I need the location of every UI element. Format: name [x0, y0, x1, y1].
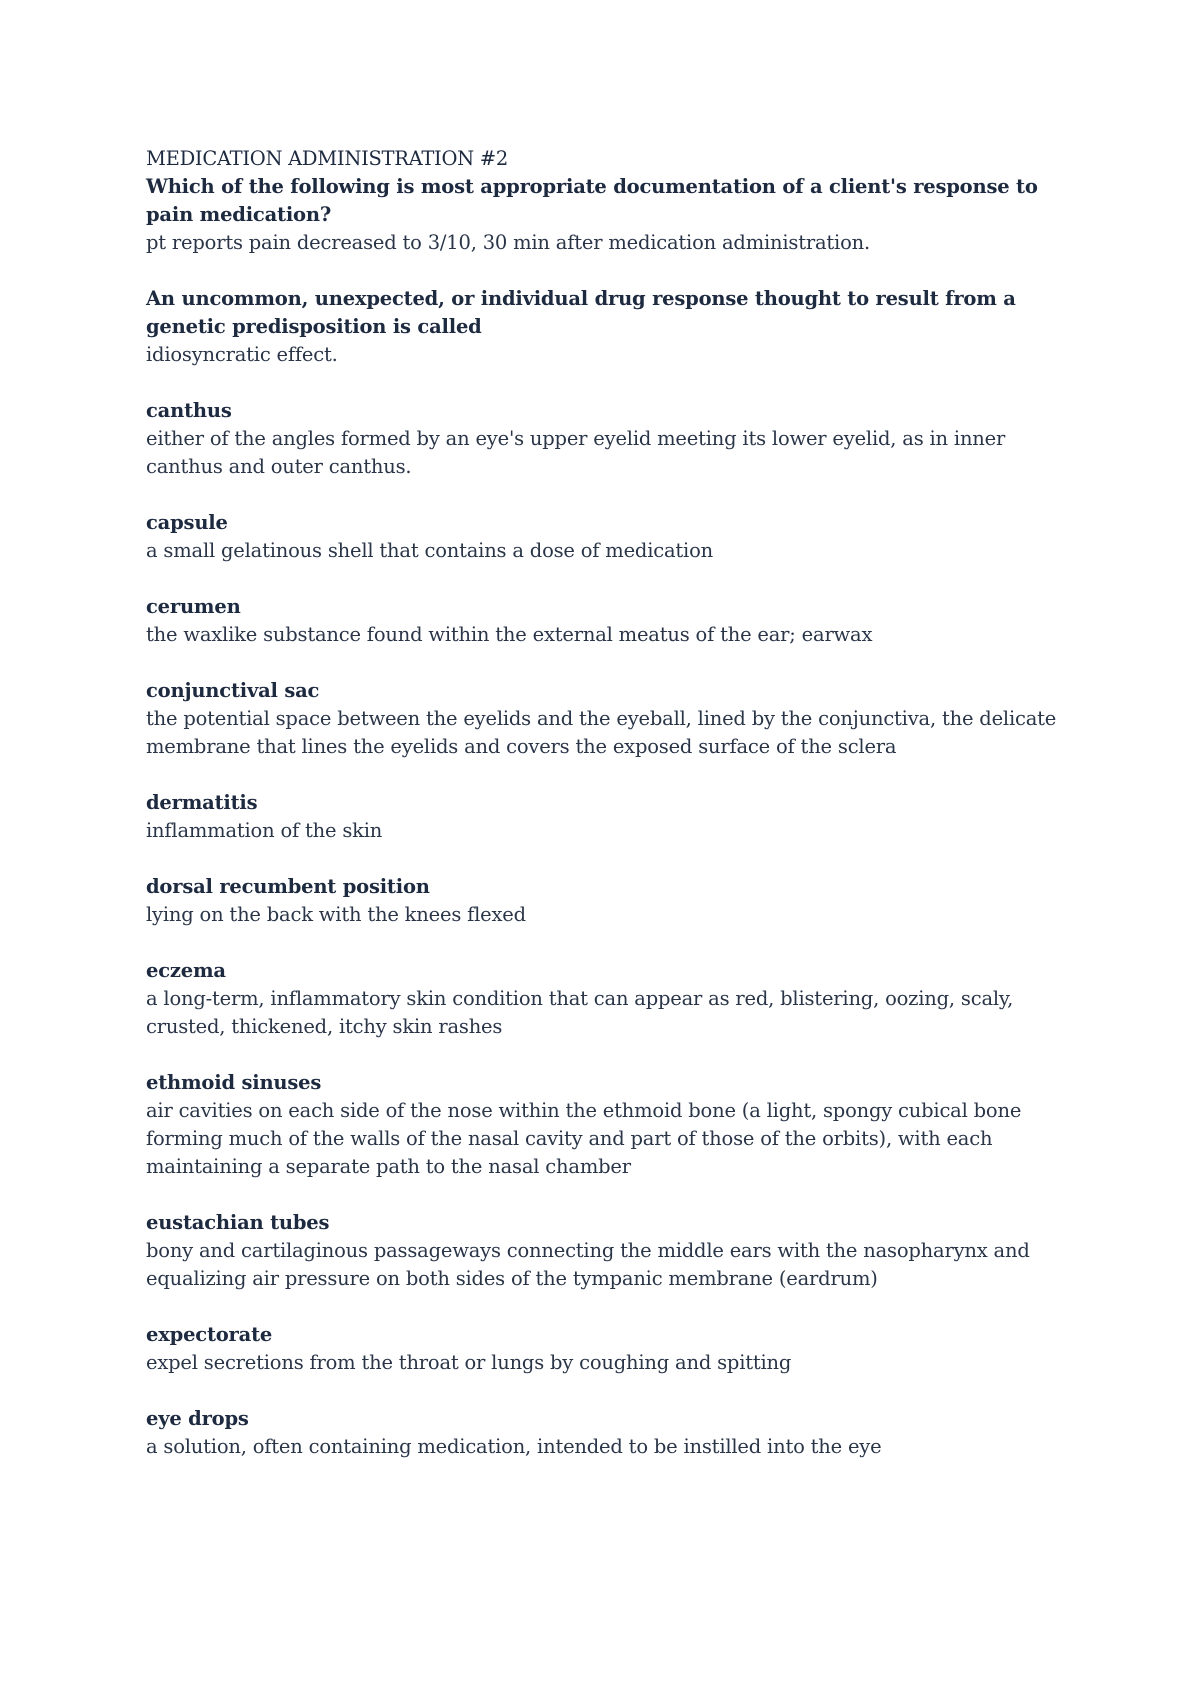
entry-definition: pt reports pain decreased to 3/10, 30 min after medication administration. — [146, 231, 870, 254]
entry-definition: either of the angles formed by an eye's upper eyelid meeting its lower eyelid, as in inner canthus and outer canthus. — [146, 427, 1006, 478]
entry-definition: lying on the back with the knees flexed — [146, 903, 526, 926]
flashcard-entry — [146, 789, 1076, 845]
entry-term: eczema — [146, 959, 226, 982]
flashcard-entry — [146, 285, 1076, 369]
entry-term: eustachian tubes — [146, 1211, 330, 1234]
entry-definition: the waxlike substance found within the external meatus of the ear; earwax — [146, 623, 873, 646]
entry-definition: a small gelatinous shell that contains a dose of medication — [146, 539, 713, 562]
entry-term: expectorate — [146, 1323, 273, 1346]
entry-term: canthus — [146, 399, 232, 422]
entry-term: ethmoid sinuses — [146, 1071, 322, 1094]
entry-term: An uncommon, unexpected, or individual drug response thought to result from a genetic predisposition is called — [146, 287, 1016, 338]
flashcard-entry — [146, 957, 1076, 1041]
entry-term: Which of the following is most appropriate documentation of a client's response to pain medication? — [146, 175, 1038, 226]
flashcard-entry — [146, 1209, 1076, 1293]
entry-definition: expel secretions from the throat or lungs by coughing and spitting — [146, 1351, 792, 1374]
entry-term: capsule — [146, 511, 228, 534]
entry-term: cerumen — [146, 595, 241, 618]
entry-definition: a long-term, inflammatory skin condition that can appear as red, blistering, oozing, scaly, crusted, thickened, itchy skin rashes — [146, 987, 1014, 1038]
flashcard-entry — [146, 593, 1076, 649]
flashcard-entry — [146, 873, 1076, 929]
entry-term: conjunctival sac — [146, 679, 320, 702]
entry-definition: bony and cartilaginous passageways connecting the middle ears with the nasopharynx and equalizing air pressure on both sides of the tympanic membrane (eardrum) — [146, 1239, 1030, 1290]
flashcard-entry — [146, 677, 1076, 761]
entry-definition: inflammation of the skin — [146, 819, 383, 842]
entry-term: eye drops — [146, 1407, 249, 1430]
document-title: MEDICATION ADMINISTRATION #2 — [146, 147, 508, 170]
entry-definition: a solution, often containing medication, intended to be instilled into the eye — [146, 1435, 882, 1458]
document-page — [146, 145, 1076, 1489]
flashcard-entry — [146, 1321, 1076, 1377]
flashcard-entry — [146, 1405, 1076, 1461]
entry-definition: idiosyncratic effect. — [146, 343, 338, 366]
entry-term: dorsal recumbent position — [146, 875, 430, 898]
entry-term: dermatitis — [146, 791, 258, 814]
entry-definition: air cavities on each side of the nose within the ethmoid bone (a light, spongy cubical bone forming much of the walls of the nasal cavity and part of those of the orbits), with each maintaining a separate path to the nasal chamber — [146, 1099, 1022, 1178]
flashcard-entry — [146, 1069, 1076, 1181]
flashcard-entry — [146, 509, 1076, 565]
flashcard-entry — [146, 173, 1076, 257]
flashcard-entry — [146, 397, 1076, 481]
entry-definition: the potential space between the eyelids and the eyeball, lined by the conjunctiva, the delicate membrane that lines the eyelids and covers the exposed surface of the sclera — [146, 707, 1057, 758]
